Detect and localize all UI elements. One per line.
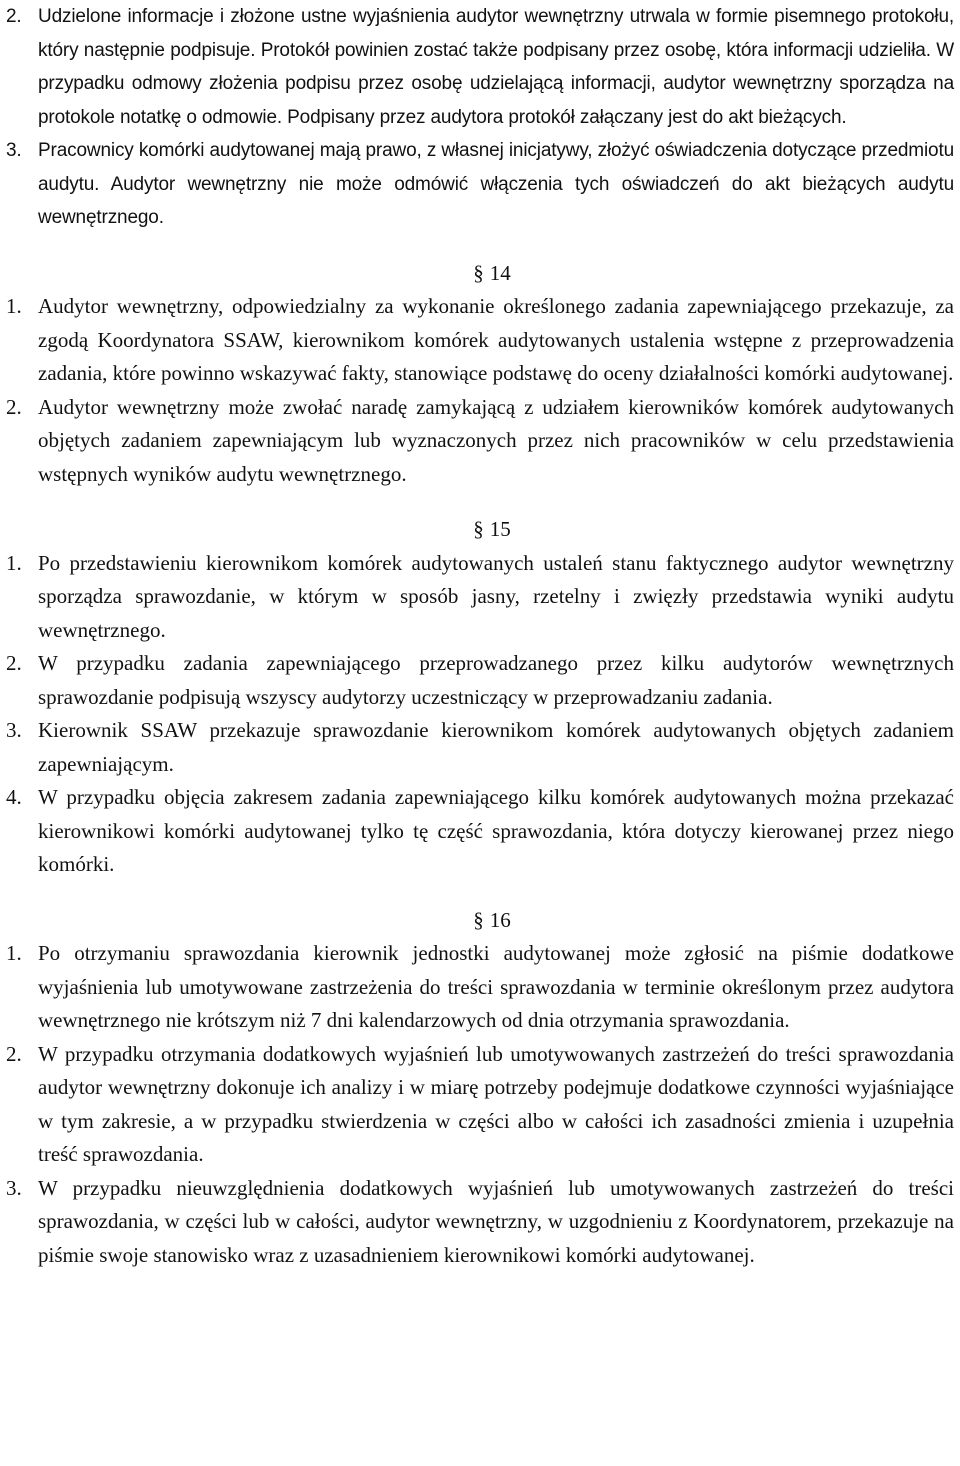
item-text: Audytor wewnętrzny, odpowiedzialny za wykonanie określonego zadania zapewniającego przekazuje, za zgodą Koordynatora SSAW, kierownikom komórek audytowanych ustalenia wstępne z przeprowadzenia zadania, które powinno wskazywać fakty, stanowiące podstawę do oceny działalności komórki audytowanej. [38, 294, 954, 385]
paragraph-item [6, 134, 954, 235]
paragraph-item [6, 1038, 954, 1172]
item-number: 2. [6, 1041, 22, 1066]
paragraph-item [6, 0, 954, 134]
item-number: 2. [6, 394, 22, 419]
item-number: 4. [6, 785, 22, 809]
document-page [6, 0, 954, 1272]
item-number: 1. [6, 550, 22, 575]
item-text: W przypadku objęcia zakresem zadania zapewniającego kilku komórek audytowanych można przekazać kierownikowi komórki audytowanej tylko tę część sprawozdania, która dotyczy kierowanej przez niego komórki. [38, 785, 954, 876]
section-15 [6, 513, 954, 882]
section-heading [6, 513, 954, 547]
previous-section-continuation [6, 0, 954, 235]
paragraph-item [6, 937, 954, 1038]
section-14 [6, 257, 954, 492]
section-heading [6, 904, 954, 938]
paragraph-item [6, 781, 954, 882]
item-number: 1. [6, 294, 22, 318]
paragraph-item [6, 714, 954, 781]
paragraph-item [6, 547, 954, 648]
paragraph-item [6, 391, 954, 492]
paragraph-item [6, 647, 954, 714]
section-heading [6, 257, 954, 291]
section-number: 16 [489, 907, 511, 932]
item-number: 2. [6, 651, 22, 675]
section-symbol: § [473, 517, 484, 541]
item-text: W przypadku zadania zapewniającego przeprowadzanego przez kilku audytorów wewnętrznych sprawozdanie podpisują wszyscy audytorzy uczestniczący w przeprowadzaniu zadania. [38, 651, 954, 709]
section-symbol: § [473, 907, 484, 932]
item-text: W przypadku otrzymania dodatkowych wyjaśnień lub umotywowanych zastrzeżeń do treści sprawozdania audytor wewnętrzny dokonuje ich analizy i w miarę potrzeby podejmuje dodatkowe czynności wyjaśniające w tym zakresie, a w przypadku stwierdzenia w części albo w całości ich zasadności zmienia i uzupełnia treść sprawozdania. [38, 1041, 954, 1166]
section-16 [6, 904, 954, 1273]
section-number: 14 [489, 260, 511, 285]
item-text: Po przedstawieniu kierownikom komórek audytowanych ustaleń stanu faktycznego audytor wewnętrzny sporządza sprawozdanie, w którym w sposób jasny, rzetelny i zwięzły przedstawia wyniki audytu wewnętrznego. [38, 550, 954, 642]
item-number: 3. [6, 140, 22, 161]
item-number: 1. [6, 941, 22, 965]
item-number: 3. [6, 1175, 22, 1200]
item-text: W przypadku nieuwzględnienia dodatkowych wyjaśnień lub umotywowanych zastrzeżeń do treści sprawozdania, w części lub w całości, audytor wewnętrzny, w uzgodnieniu z Koordynatorem, przekazuje na piśmie swoje stanowisko wraz z uzasadnieniem kierownikowi komórki audytowanej. [38, 1175, 954, 1267]
paragraph-item [6, 290, 954, 391]
item-number: 2. [6, 6, 22, 27]
item-text: Udzielone informacje i złożone ustne wyjaśnienia audytor wewnętrzny utrwala w formie pisemnego protokołu, który następnie podpisuje. Protokół powinien zostać także podpisany przez osobę, która informacji udzieliła. W przypadku odmowy złożenia podpisu przez osobę udzielającą informacji, audytor wewnętrzny sporządza na protokole notatkę o odmowie. Podpisany przez audytora protokół załączany jest do akt bieżących. [38, 6, 954, 128]
item-text: Po otrzymaniu sprawozdania kierownik jednostki audytowanej może zgłosić na piśmie dodatkowe wyjaśnienia lub umotywowane zastrzeżenia do treści sprawozdania w terminie określonym przez audytora wewnętrznego nie krótszym niż 7 dni kalendarzowych od dnia otrzymania sprawozdania. [38, 941, 954, 1032]
item-text: Kierownik SSAW przekazuje sprawozdanie kierownikom komórek audytowanych objętych zadaniem zapewniającym. [38, 718, 954, 776]
section-symbol: § [473, 260, 484, 285]
item-number: 3. [6, 718, 22, 742]
item-text: Audytor wewnętrzny może zwołać naradę zamykającą z udziałem kierowników komórek audytowanych objętych zadaniem zapewniającym lub wyznaczonych przez nich pracowników w celu przedstawienia wstępnych wyników audytu wewnętrznego. [38, 394, 954, 486]
paragraph-item [6, 1172, 954, 1273]
item-text: Pracownicy komórki audytowanej mają prawo, z własnej inicjatywy, złożyć oświadczenia dotyczące przedmiotu audytu. Audytor wewnętrzny nie może odmówić włączenia tych oświadczeń do akt bieżących audytu wewnętrznego. [38, 140, 954, 228]
section-number: 15 [489, 517, 511, 541]
